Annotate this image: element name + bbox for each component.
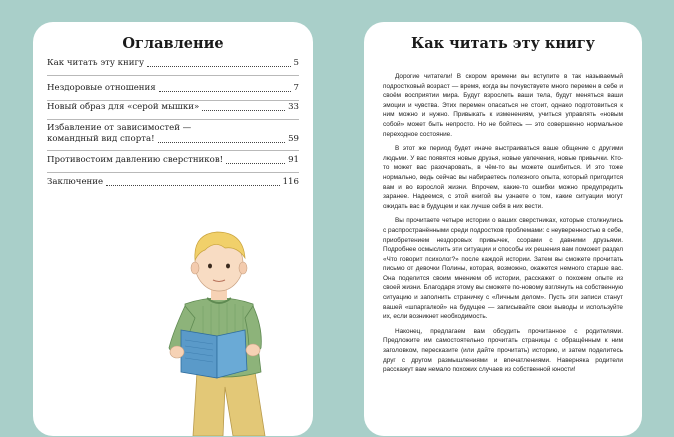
- toc-item-page: 5: [293, 58, 299, 68]
- divider: [47, 172, 299, 173]
- toc-item[interactable]: [47, 155, 299, 166]
- toc-item[interactable]: [47, 58, 299, 69]
- toc-item-page: 59: [288, 134, 299, 144]
- toc-item-title: Новый образ для «серой мышки»: [47, 102, 200, 112]
- right-page-article: [364, 22, 642, 436]
- article-title: Как читать эту книгу: [411, 35, 595, 52]
- left-page-toc: [33, 22, 313, 436]
- article-paragraph: Вы прочитаете четыре истории о ваших сверстниках, которые столкнулись с распространёнными среди подростков проблемами: с неуверенностью в себе, приобретением нездоровых привычек, ссорами с давними друзьями. Подробнее осмыслить эти ситуации и способы их решения вам поможет раздел «Что говорит психолог?» после каждой истории. Затем вы сможете прочитать письмо от девочки Полины, которая, возможно, окажется немного старше вас. Она поделится своим мнением об истории, расскажет о похожем опыте из своей жизни. Благодаря этому вы сможете по-новому взглянуть на собственную ситуацию и заполнить страничку с «Личным делом». Пусть эти записи станут вашей «шпаргалкой» на будущее — записывайте свои выводы и используйте их, если возникнет необходимость.: [383, 217, 623, 321]
- toc-item-title-line2: командный вид спорта!: [47, 134, 155, 144]
- article-paragraph: Дорогие читатели! В скором времени вы вступите в так называемый подростковый возраст — время, когда вы почувствуете много перемен в себе и своём восприятии мира. Будут взрослеть ваши тела, будут меняться ваши эмоции и чувства. Этих перемен опасаться не стоит, однако подготовиться к ним можно и нужно. Привыкать к изменениям, учиться управлять «новым собой» может быть непросто. Но не бойтесь — это совершенно нормальное переходное состояние.: [383, 73, 623, 138]
- divider: [47, 100, 299, 101]
- toc-item-title: Заключение: [47, 177, 104, 187]
- article-paragraph: Наконец, предлагаем вам обсудить прочитанное с родителями. Предложите им самостоятельно прочитать страницы с обращённым к ним заголовком, пересказите (или дайте прочитать) историю, и затем поделитесь друг с другом размышлениями и впечатлениями. Наверняка родители расскажут вам немало похожих случаев из собственной юности!: [383, 327, 623, 374]
- toc-item-page: 116: [282, 177, 299, 187]
- toc-title: Оглавление: [122, 35, 224, 52]
- toc-item-title: Как читать эту книгу: [47, 58, 145, 68]
- toc-item[interactable]: [47, 102, 299, 113]
- toc-item[interactable]: [47, 177, 299, 188]
- toc-item[interactable]: [47, 83, 299, 94]
- article-paragraph: В этот же период будет иначе выстраиваться ваше общение с другими людьми. У вас появятся новые друзья, новые увлечения, новые привычки. Кто-то может вас разочаровать, в чём-то вы можете ошибиться. И это тоже нормально, ведь сейчас вы набираетесь полезного опыта, который пригодится вам и во взрослой жизни. Впрочем, какие-то ошибки можно предупредить заранее. Надеемся, с этой книгой вы узнаете о том, какие ситуации могут ожидать вас в будущем и как лучше себя в них вести.: [383, 145, 623, 210]
- divider: [47, 150, 299, 151]
- divider: [47, 119, 299, 120]
- toc-item[interactable]: [47, 123, 299, 145]
- toc-item-title-line1: Избавление от зависимостей —: [47, 123, 192, 133]
- toc-item-page: 7: [293, 83, 299, 93]
- divider: [47, 75, 299, 76]
- toc-item-page: 33: [288, 102, 299, 112]
- toc-item-page: 91: [288, 155, 299, 165]
- toc-item-title: Противостоим давлению сверстников!: [47, 155, 224, 165]
- article-body: [383, 72, 623, 380]
- toc-item-title: Нездоровые отношения: [47, 83, 156, 93]
- boy-reading-illustration: [145, 222, 295, 436]
